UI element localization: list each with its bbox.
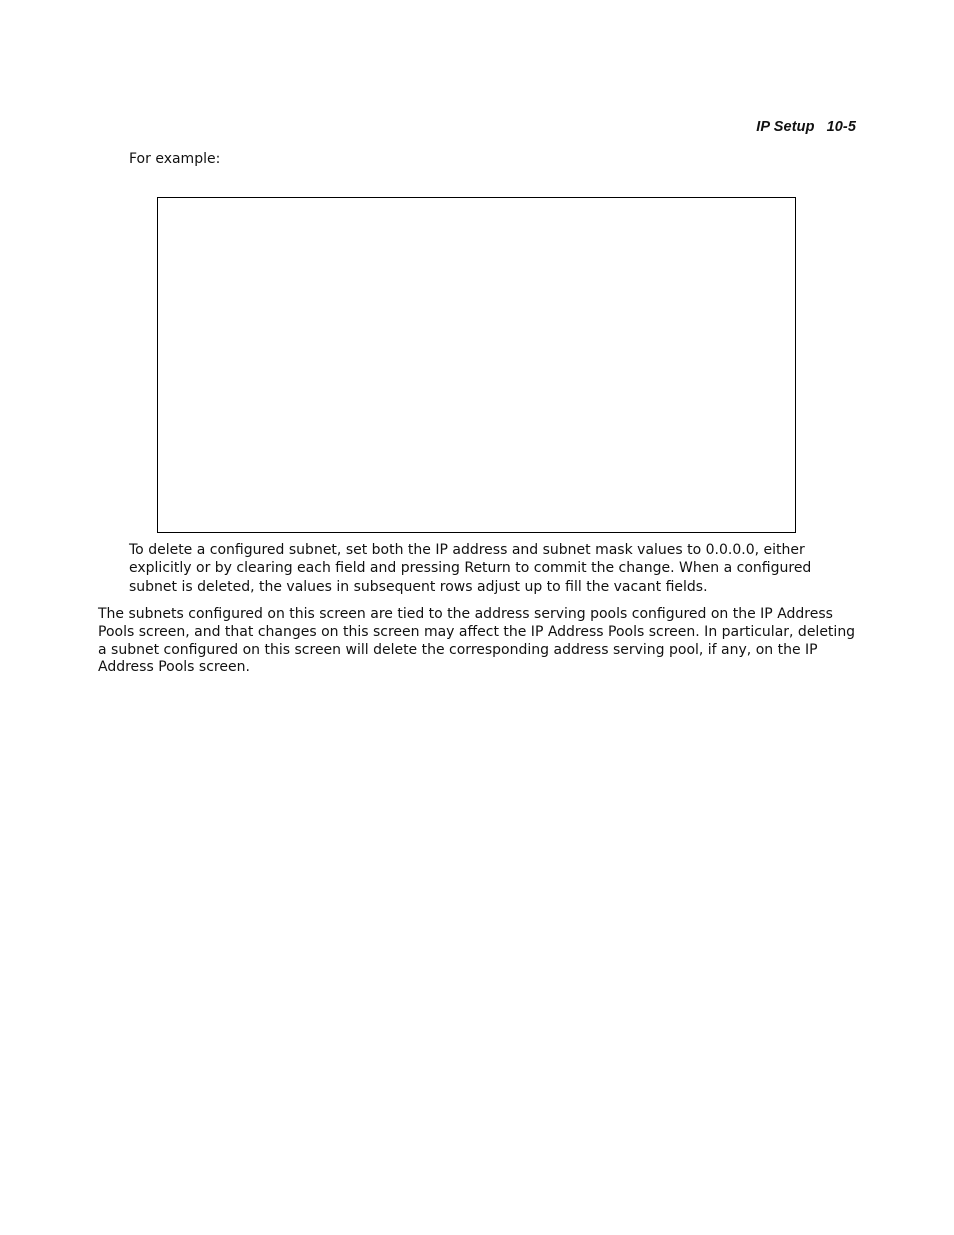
running-header [756, 119, 856, 135]
address-pools-paragraph: The subnets configured on this screen are tied to the address serving pools configured on the IP Address Pools screen, and that changes on this screen may affect the IP Address Pools screen. In particular, deleting a subnet configured on this screen will delete the corresponding address serving pool, if any, on the IP Address Pools screen. [98, 606, 856, 676]
example-figure-frame [157, 197, 796, 533]
page-number: 10-5 [826, 119, 856, 135]
section-title: IP Setup [756, 119, 815, 135]
intro-text: For example: [129, 151, 221, 167]
delete-subnet-paragraph: To delete a configured subnet, set both the IP address and subnet mask values to 0.0.0.0, either explicitly or by clearing each field and pressing Return to commit the change. When a configured subnet is deleted, the values in subsequent rows adjust up to fill the vacant fields. [129, 542, 812, 595]
